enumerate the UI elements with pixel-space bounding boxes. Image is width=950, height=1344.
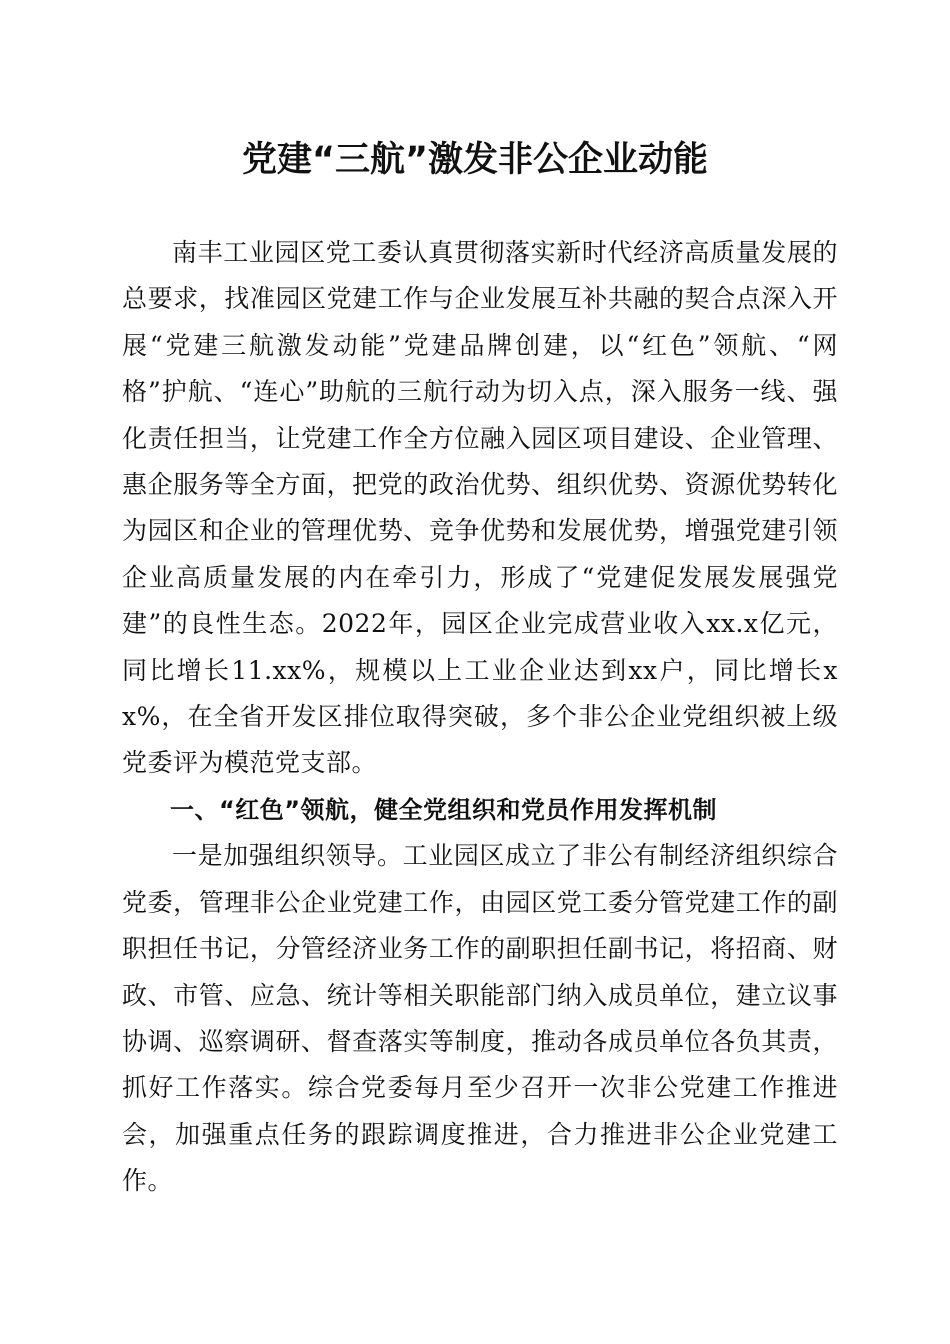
section-paragraph-1 [122, 833, 838, 1204]
section-heading-1: 一、“红色”领航，健全党组织和党员作用发挥机制 [170, 795, 718, 824]
section-lead-1: 一是加强组织领导。 [172, 841, 403, 871]
intro-paragraph: 南丰工业园区党工委认真贯彻落实新时代经济高质量发展的总要求，找准园区党建工作与企业发展互补共融的契合点深入开展“党建三航激发动能”党建品牌创建，以“红色”领航、“网格”护航、“连心”助航的三航行动为切入点，深入服务一线、强化责任担当，让党建工作全方位融入园区项目建设、企业管理、惠企服务等全方面，把党的政治优势、组织优势、资源优势转化为园区和企业的管理优势、竞争优势和发展优势，增强党建引领企业高质量发展的内在牵引力，形成了“党建促发展发展强党建”的良性生态。2022年，园区企业完成营业收入xx.x亿元，同比增长11.xx%，规模以上工业企业达到xx户，同比增长xx%，在全省开发区排位取得突破，多个非公企业党组织被上级党委评为模范党支部。 [122, 238, 838, 778]
document-title: 党建“三航”激发非公企业动能 [241, 140, 708, 180]
section-body-1: 工业园区成立了非公有制经济组织综合党委，管理非公企业党建工作，由园区党工委分管党建工作的副职担任书记，分管经济业务工作的副职担任副书记，将招商、财政、市管、应急、统计等相关职能部门纳入成员单位，建立议事协调、巡察调研、督查落实等制度，推动各成员单位各负其责，抓好工作落实。综合党委每月至少召开一次非公党建工作推进会，加强重点任务的跟踪调度推进，合力推进非公企业党建工作。 [122, 841, 838, 1196]
document-body [122, 230, 838, 1205]
